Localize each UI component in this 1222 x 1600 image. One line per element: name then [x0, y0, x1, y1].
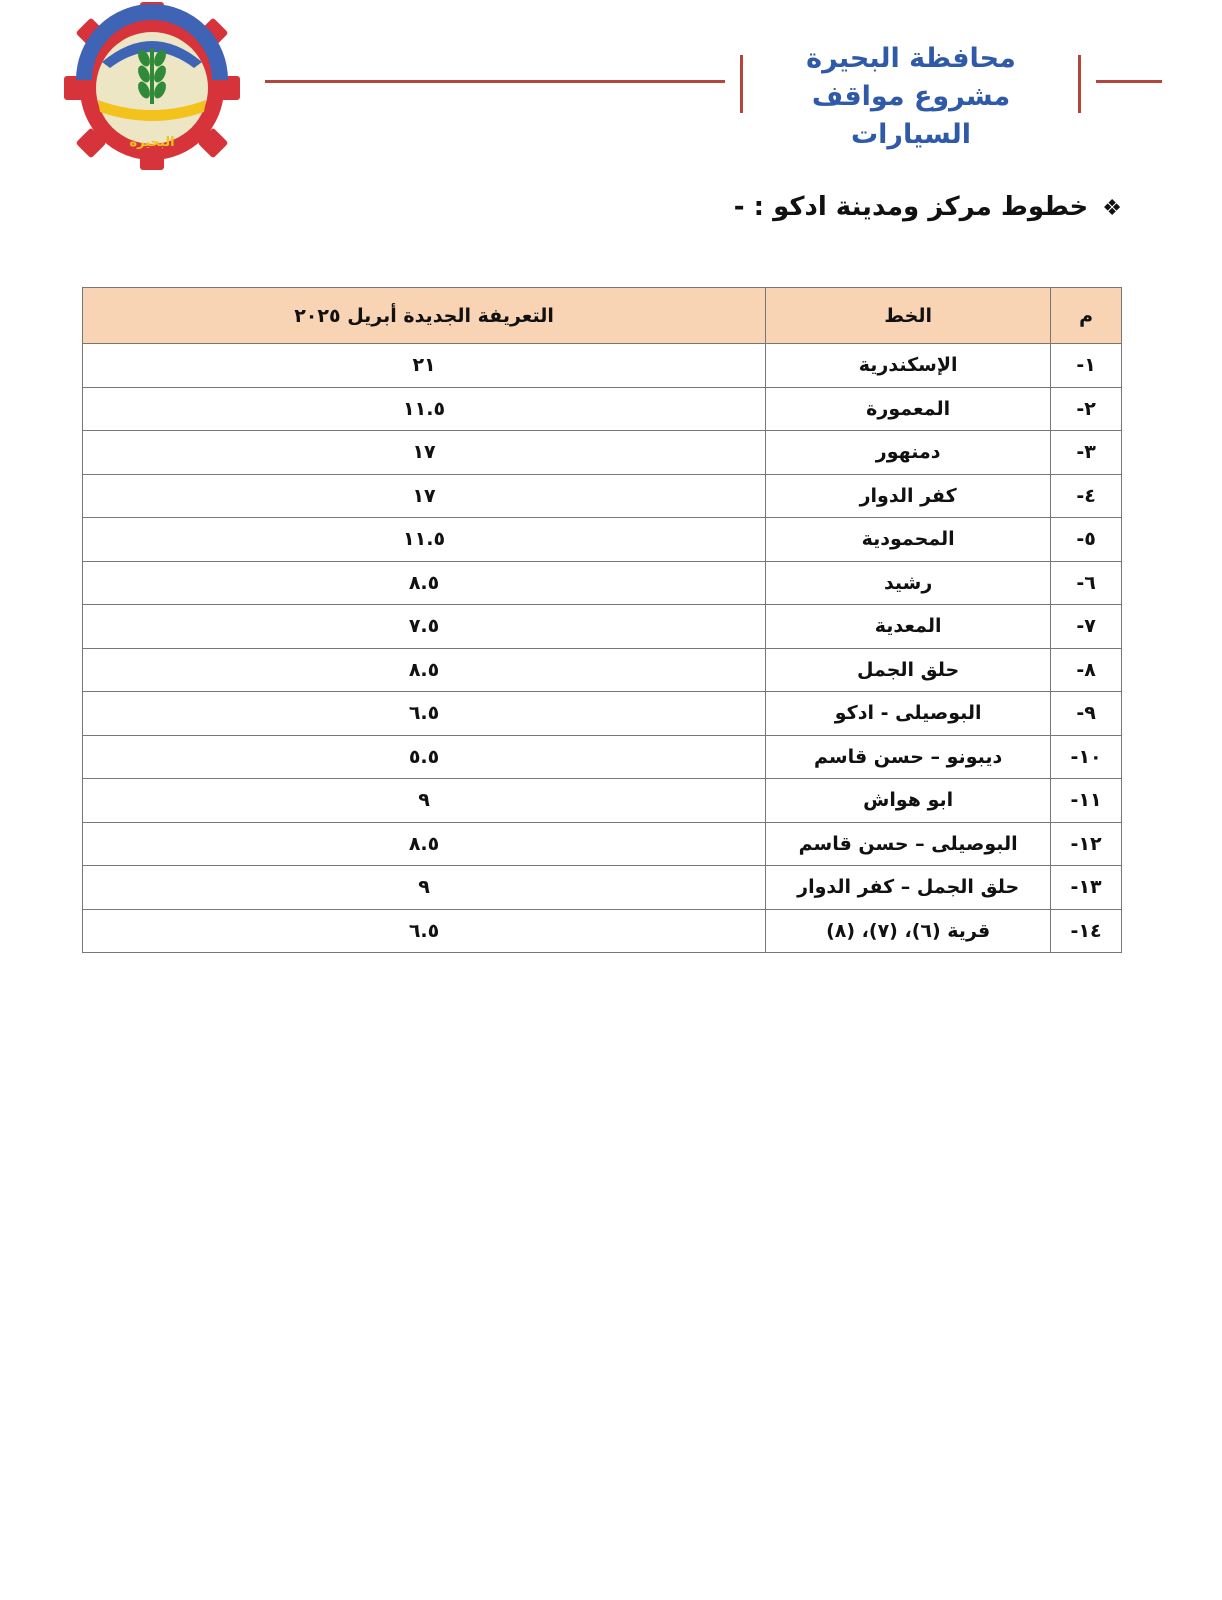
brand-governorate: محافظة البحيرة — [806, 43, 1016, 74]
row-num: ١٤- — [1051, 909, 1122, 953]
header-rule-left — [265, 80, 725, 83]
row-line: البوصيلى – حسن قاسم — [766, 822, 1051, 866]
table-row — [83, 648, 1122, 692]
row-fare: ١١.٥ — [83, 387, 766, 431]
row-num: ١٣- — [1051, 866, 1122, 910]
table-row — [83, 866, 1122, 910]
row-fare: ١٧ — [83, 431, 766, 475]
row-fare: ٩ — [83, 779, 766, 823]
row-fare: ١١.٥ — [83, 518, 766, 562]
row-line: قرية (٦)، (٧)، (٨) — [766, 909, 1051, 953]
table-row — [83, 431, 1122, 475]
row-line: حلق الجمل – كفر الدوار — [766, 866, 1051, 910]
table-row — [83, 735, 1122, 779]
row-line: دمنهور — [766, 431, 1051, 475]
row-line: البوصيلى - ادكو — [766, 692, 1051, 736]
header-fare: التعريفة الجديدة أبريل ٢٠٢٥ — [83, 288, 766, 344]
logo-label: البحيرة — [129, 135, 175, 150]
row-line: المحمودية — [766, 518, 1051, 562]
table-row — [83, 518, 1122, 562]
row-num: ٤- — [1051, 474, 1122, 518]
header-divider-right — [1078, 55, 1081, 113]
fares-table — [82, 287, 1122, 953]
table-row — [83, 474, 1122, 518]
row-num: ١٠- — [1051, 735, 1122, 779]
row-line: ديبونو – حسن قاسم — [766, 735, 1051, 779]
page-header — [0, 0, 1222, 180]
row-line: رشيد — [766, 561, 1051, 605]
header-divider-left — [740, 55, 743, 113]
row-num: ٢- — [1051, 387, 1122, 431]
row-line: ابو هواش — [766, 779, 1051, 823]
row-num: ٥- — [1051, 518, 1122, 562]
row-num: ٦- — [1051, 561, 1122, 605]
table-row — [83, 344, 1122, 388]
row-fare: ٢١ — [83, 344, 766, 388]
row-line: المعدية — [766, 605, 1051, 649]
row-fare: ٨.٥ — [83, 648, 766, 692]
header-line: الخط — [766, 288, 1051, 344]
section-title-text: خطوط مركز ومدينة ادكو : - — [733, 192, 1089, 222]
row-fare: ٥.٥ — [83, 735, 766, 779]
table-row — [83, 605, 1122, 649]
row-num: ١- — [1051, 344, 1122, 388]
row-fare: ٧.٥ — [83, 605, 766, 649]
row-num: ١١- — [1051, 779, 1122, 823]
brand-project: مشروع مواقف السيارات — [811, 81, 1011, 150]
diamond-bullet-icon: ❖ — [1102, 196, 1122, 221]
table-header-row — [83, 288, 1122, 344]
header-rule-right — [1096, 80, 1162, 83]
row-fare: ٩ — [83, 866, 766, 910]
row-fare: ٨.٥ — [83, 561, 766, 605]
row-num: ١٢- — [1051, 822, 1122, 866]
header-num: م — [1051, 288, 1122, 344]
table-row — [83, 561, 1122, 605]
row-num: ٨- — [1051, 648, 1122, 692]
table-row — [83, 387, 1122, 431]
row-line: حلق الجمل — [766, 648, 1051, 692]
row-line: كفر الدوار — [766, 474, 1051, 518]
row-fare: ٦.٥ — [83, 692, 766, 736]
table-row — [83, 779, 1122, 823]
section-heading — [734, 192, 1122, 222]
row-line: الإسكندرية — [766, 344, 1051, 388]
brand-block — [748, 40, 1074, 154]
row-fare: ١٧ — [83, 474, 766, 518]
governorate-logo — [62, 0, 242, 172]
table-row — [83, 692, 1122, 736]
row-fare: ٨.٥ — [83, 822, 766, 866]
row-num: ٣- — [1051, 431, 1122, 475]
row-fare: ٦.٥ — [83, 909, 766, 953]
row-line: المعمورة — [766, 387, 1051, 431]
row-num: ٩- — [1051, 692, 1122, 736]
row-num: ٧- — [1051, 605, 1122, 649]
table-row — [83, 909, 1122, 953]
table-row — [83, 822, 1122, 866]
